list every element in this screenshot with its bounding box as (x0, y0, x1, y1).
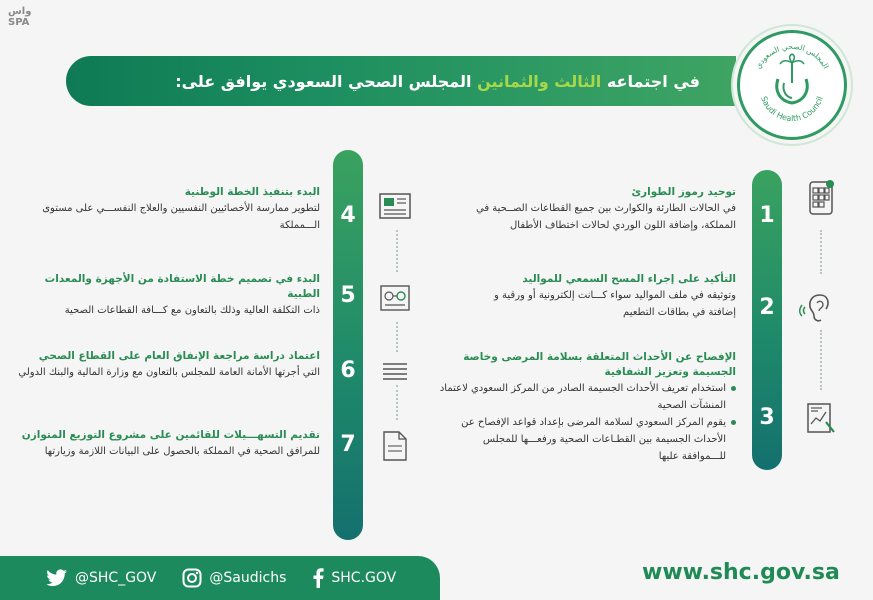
item-title-7: تقديم التسهـــيلات للقائمين على مشروع التوزيع المتوازن (21, 429, 320, 441)
logo-english-text: Saudi Health Council (759, 95, 825, 124)
logo-arabic-text: المجلس الصحي السعودي (753, 41, 831, 71)
spa-logo-arabic: واس (8, 6, 32, 17)
item-number-7: 7 (340, 432, 356, 457)
instagram-icon (182, 568, 202, 588)
item-text-1: في الحالات الطارئة والكوارث بين جميع القطاعات الصــحية في المملكة، وإضافة اللون الوردي لحالات اختطاف الأطفال (476, 203, 736, 231)
item-block-4 (12, 185, 320, 234)
item-block-6 (12, 349, 320, 381)
twitter-handle: @SHC_GOV (75, 570, 157, 586)
item-number-6: 6 (340, 358, 356, 383)
website-link[interactable]: www.shc.gov.sa (642, 560, 840, 585)
facebook-icon (312, 568, 324, 588)
item-text-6: التي أجرتها الأمانة العامة للمجلس بالتعاون مع وزارة المالية والبنك الدولي (18, 367, 320, 378)
list-lines-icon (375, 352, 415, 392)
title-banner (66, 56, 736, 106)
twitter-icon (46, 569, 68, 587)
item-number-4: 4 (340, 203, 356, 228)
item-block-2 (464, 272, 736, 321)
item-text-4: لتطوير ممارسة الأخصائيين النفسيين والعلاج النفســـي على مستوى الـــمملكة (42, 203, 320, 231)
spa-logo-latin: SPA (8, 17, 30, 28)
item-bullets-3 (436, 380, 736, 465)
item-text-2: وتوثيقه في ملف المواليد سواء كـــانت إلكترونية أو ورقية و إضافتة في بطاقات التطعيم (494, 290, 736, 318)
page-title (175, 72, 700, 91)
social-footer (0, 556, 440, 600)
item-title-4: البدء بتنفيذ الخطة الوطنية (184, 186, 320, 198)
item-title-2: التأكيد على إجراء المسح السمعي للمواليد (522, 273, 736, 285)
newspaper-icon (375, 186, 415, 226)
saudi-health-council-logo (737, 30, 847, 140)
title-highlight: الثالث والثمانين (477, 71, 602, 91)
report-chart-icon (800, 398, 840, 438)
item-title-3: الإفصاح عن الأحداث المتعلقة بسلامة المرضى وخاصة الجسيمة وتعزيز الشفافية (463, 351, 736, 378)
title-part1: في اجتماعه (601, 71, 700, 91)
item-number-5: 5 (340, 283, 356, 308)
item-text-5: ذات التكلفة العالية وذلك بالتعاون مع كـــافة القطاعات الصحية (64, 305, 320, 316)
item-number-3: 3 (759, 405, 775, 430)
spa-logo (8, 6, 31, 28)
equipment-plan-icon (375, 278, 415, 318)
item-number-1: 1 (759, 203, 775, 228)
bullet-item: يقوم المركز السعودي لسلامة المرضى بإعداد قواعد الإفصاح عن الأحداث الجسيمة بين القطـاعات الصحية ورفعـــها للمجلس للـــموافقة عليها (436, 414, 736, 465)
item-title-6: اعتماد دراسة مراجعة الإنفاق العام على القطاع الصحي (38, 350, 320, 362)
connector-line (396, 322, 398, 352)
item-text-7: للمرافق الصحية في المملكة بالحصول على البيانات اللازمة وزيارتها (44, 446, 320, 457)
bullet-item: استخدام تعريف الأحداث الجسيمة الصادر من المركز السعودي لاعتماد المنشآت الصحية (436, 380, 736, 414)
connector-line (820, 230, 822, 274)
instagram-link[interactable] (182, 568, 286, 588)
title-part2: المجلس الصحي السعودي يوافق على: (175, 71, 478, 91)
item-block-5 (12, 272, 320, 319)
facebook-handle: SHC.GOV (331, 570, 397, 586)
item-block-3 (436, 350, 736, 465)
svg-text:Saudi Health Council (759, 95, 825, 123)
item-title-1: توحيد رموز الطوارئ (631, 186, 736, 198)
facebook-link[interactable] (312, 568, 396, 588)
instagram-handle: @Saudichs (209, 570, 287, 586)
document-icon (375, 426, 415, 466)
ear-icon (798, 287, 838, 327)
connector-line (396, 230, 398, 272)
item-title-5: البدء في تصميم خطة الاستفادة من الأجهزة والمعدات الطبية (44, 273, 320, 300)
item-block-7 (12, 428, 320, 460)
connector-line (820, 330, 822, 390)
item-block-1 (464, 185, 736, 234)
twitter-link[interactable] (46, 569, 156, 587)
item-number-2: 2 (759, 295, 775, 320)
phone-grid-icon (801, 178, 841, 218)
